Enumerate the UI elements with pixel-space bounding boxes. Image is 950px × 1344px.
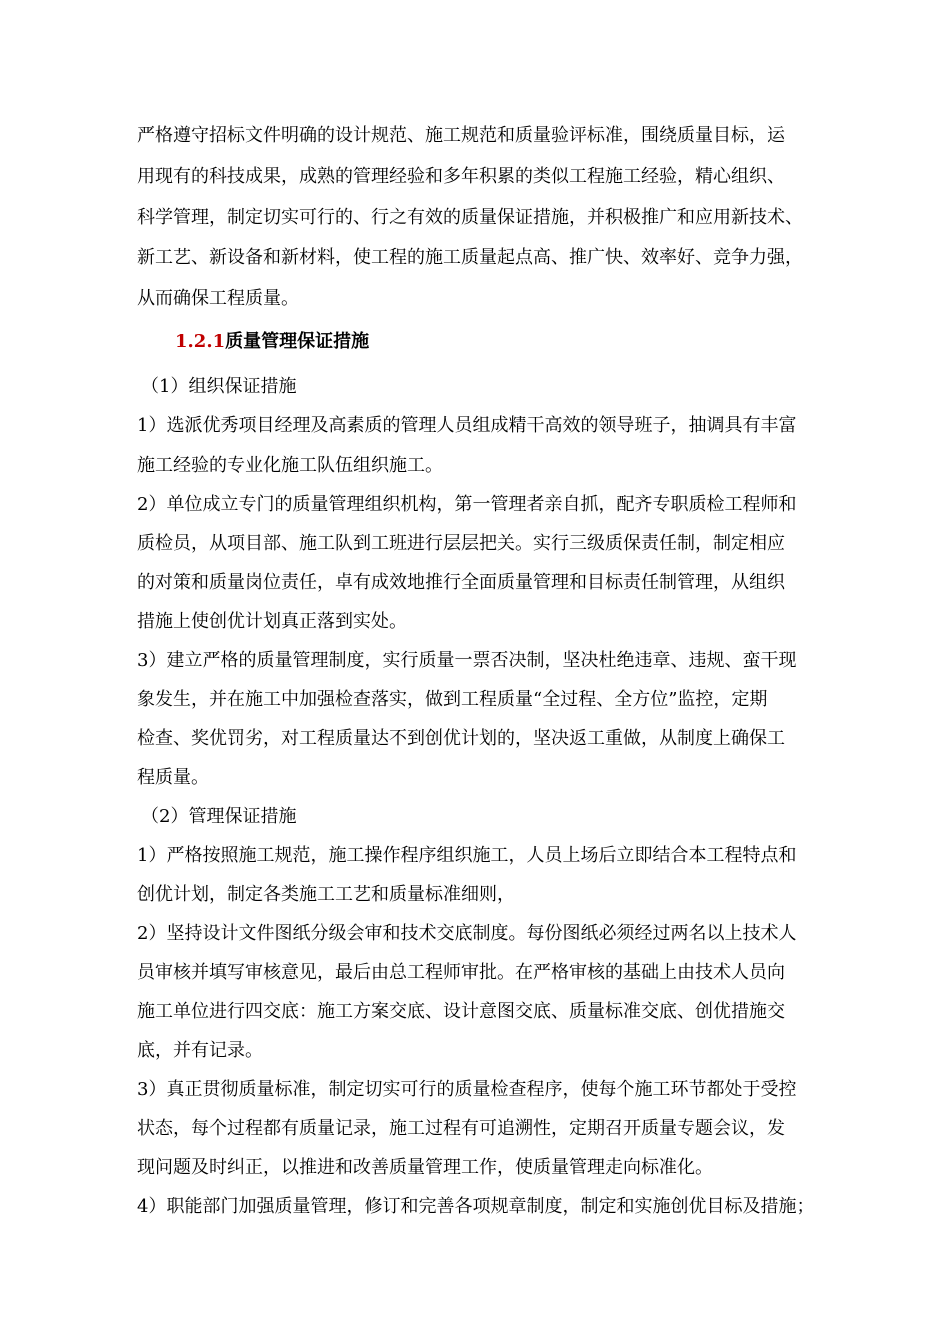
section-title: 质量管理保证措施 [225, 331, 370, 352]
org-line-2: 施工经验的专业化施工队伍组织施工。 [137, 455, 443, 476]
org-line-5: 的对策和质量岗位责任，卓有成效地推行全面质量管理和目标责任制管理，从组织 [137, 572, 785, 593]
org-line-1: 1）选派优秀项目经理及高素质的管理人员组成精干高效的领导班子，抽调具有丰富 [137, 415, 797, 436]
mgmt-line-1: 1）严格按照施工规范，施工操作程序组织施工，人员上场后立即结合本工程特点和 [137, 845, 797, 866]
org-line-4: 质检员，从项目部、施工队到工班进行层层把关。实行三级质保责任制，制定相应 [137, 533, 785, 554]
intro-line-2: 用现有的科技成果，成熟的管理经验和多年积累的类似工程施工经验，精心组织、 [137, 166, 785, 187]
intro-line-5: 从而确保工程质量。 [137, 288, 299, 309]
intro-line-1: 严格遵守招标文件明确的设计规范、施工规范和质量验评标准，围绕质量目标，运 [137, 125, 785, 146]
org-line-8: 象发生，并在施工中加强检查落实，做到工程质量“全过程、全方位”监控，定期 [137, 689, 768, 710]
org-line-6: 措施上使创优计划真正落到实处。 [137, 611, 407, 632]
intro-line-3: 科学管理，制定切实可行的、行之有效的质量保证措施，并积极推广和应用新技术、 [137, 207, 803, 228]
mgmt-line-9: 现问题及时纠正，以推进和改善质量管理工作，使质量管理走向标准化。 [137, 1157, 713, 1178]
mgmt-line-3: 2）坚持设计文件图纸分级会审和技术交底制度。每份图纸必须经过两名以上技术人 [137, 923, 797, 944]
mgmt-line-6: 底，并有记录。 [137, 1040, 263, 1061]
org-line-3: 2）单位成立专门的质量管理组织机构，第一管理者亲自抓，配齐专职质检工程师和 [137, 494, 797, 515]
mgmt-title: （2）管理保证措施 [141, 806, 297, 827]
mgmt-line-10: 4）职能部门加强质量管理，修订和完善各项规章制度，制定和实施创优目标及措施； [137, 1196, 815, 1217]
org-title: （1）组织保证措施 [141, 376, 297, 397]
intro-line-4: 新工艺、新设备和新材料，使工程的施工质量起点高、推广快、效率好、竞争力强， [137, 247, 803, 268]
mgmt-line-7: 3）真正贯彻质量标准，制定切实可行的质量检查程序，使每个施工环节都处于受控 [137, 1079, 797, 1100]
mgmt-line-4: 员审核并填写审核意见，最后由总工程师审批。在严格审核的基础上由技术人员向 [137, 962, 785, 983]
org-line-9: 检查、奖优罚劣，对工程质量达不到创优计划的，坚决返工重做，从制度上确保工 [137, 728, 785, 749]
section-heading [175, 330, 888, 354]
mgmt-line-8: 状态，每个过程都有质量记录，施工过程有可追溯性，定期召开质量专题会议，发 [137, 1118, 785, 1139]
org-line-7: 3）建立严格的质量管理制度，实行质量一票否决制，坚决杜绝违章、违规、蛮干现 [137, 650, 797, 671]
mgmt-line-5: 施工单位进行四交底：施工方案交底、设计意图交底、质量标准交底、创优措施交 [137, 1001, 785, 1022]
mgmt-line-2: 创优计划，制定各类施工工艺和质量标准细则， [137, 884, 515, 905]
section-number: 1.2.1 [175, 331, 226, 352]
org-line-10: 程质量。 [137, 767, 209, 788]
